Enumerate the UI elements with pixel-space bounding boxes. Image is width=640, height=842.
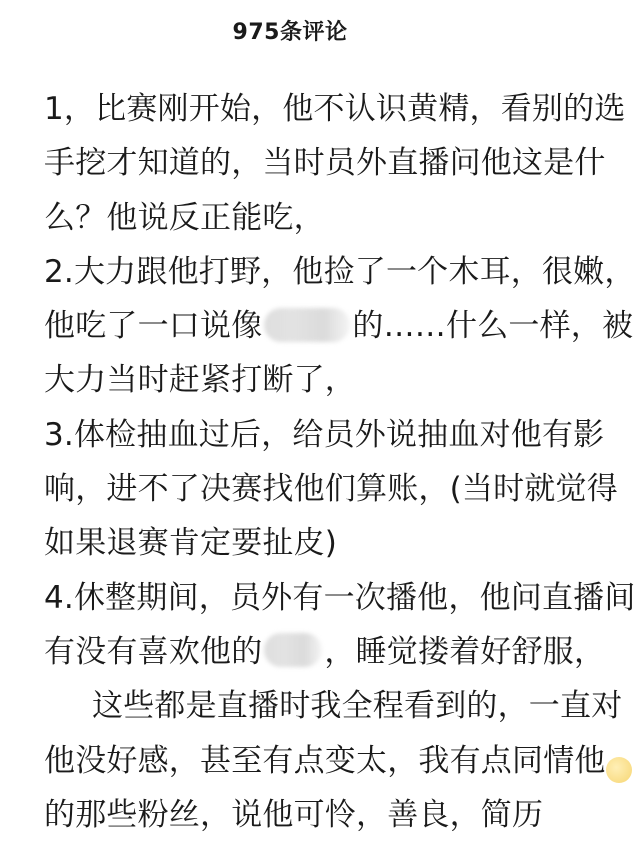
watermark — [606, 757, 632, 783]
comment-line-13-text: 他没好感，甚至有点变太，我有点同情他 — [44, 742, 606, 779]
comment-line-6-text: 大力当时赶紧打断了， — [44, 362, 356, 399]
comment-line-4-text: 2.大力跟他打野，他捡了一个木耳，很嫩， — [44, 253, 636, 290]
comment-text — [44, 82, 636, 833]
blurred-redaction — [264, 633, 322, 667]
blurred-redaction — [264, 308, 350, 342]
comment-line-14-text: 的那些粉丝，说他可怜，善良，简历 — [44, 796, 544, 833]
comment-line-8 — [44, 462, 634, 516]
comment-line-6 — [44, 353, 634, 407]
comment-line-7 — [44, 408, 634, 462]
comment-line-11-text-b: ，睡觉搂着好舒服， — [324, 633, 606, 670]
comment-line-9 — [44, 516, 634, 570]
laughing-emoji-icon — [606, 757, 632, 783]
comment-line-11 — [44, 625, 634, 679]
comment-line-2 — [44, 136, 634, 190]
comment-line-9-text: 如果退赛肯定要扯皮) — [44, 525, 338, 562]
comment-line-14 — [44, 788, 634, 833]
comment-line-12-text: 这些都是直播时我全程看到的，一直对 — [92, 688, 623, 725]
comment-line-3 — [44, 191, 634, 245]
comment-line-12 — [44, 679, 634, 733]
comment-line-13 — [44, 734, 634, 788]
comment-line-10 — [44, 571, 634, 625]
comment-line-5 — [44, 299, 634, 353]
comment-line-7-text: 3.体检抽血过后，给员外说抽血对他有影 — [44, 416, 605, 453]
comment-line-2-text: 手挖才知道的，当时员外直播问他这是什 — [44, 145, 606, 182]
comment-line-8-text: 响，进不了决赛找他们算账，(当时就觉得 — [44, 471, 618, 508]
comment-line-5-text-b: 的……什么一样，被 — [352, 308, 634, 345]
comment-line-5-text-a: 他吃了一口说像 — [44, 308, 263, 345]
comment-line-1 — [44, 82, 634, 136]
comment-count-title[interactable]: 975条评论 — [232, 20, 348, 45]
comment-line-10-text: 4.休整期间，员外有一次播他，他问直播间 — [44, 579, 636, 616]
comment-line-4 — [44, 245, 634, 299]
comment-line-1-text: 1，比赛刚开始，他不认识黄精，看别的选 — [44, 91, 626, 127]
comment-line-3-text: 么？他说反正能吃， — [44, 199, 325, 236]
comment-line-11-text-a: 有没有喜欢他的 — [44, 633, 263, 670]
